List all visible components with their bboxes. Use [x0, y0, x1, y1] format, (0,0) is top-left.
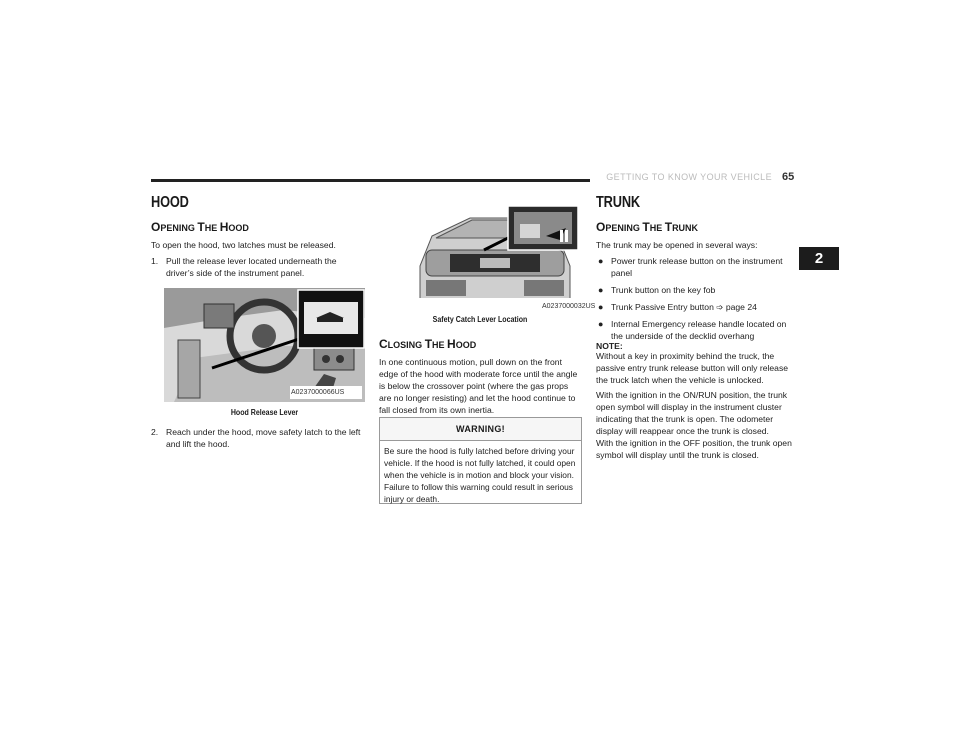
closing-text: In one continuous motion, pull down on the front edge of the hood with moderate force until the angle is below the crossover point (where the gas props are no longer resisting) and let the hood continue to fall closed from its own inertia.: [379, 357, 578, 415]
running-header-title: GETTING TO KNOW YOUR VEHICLE: [606, 172, 772, 182]
trunk-intro: The trunk may be opened in several ways:: [596, 240, 758, 250]
header-rule: [151, 179, 590, 182]
list-item: ● Trunk button on the key fob: [598, 285, 716, 295]
opening-trunk-heading: OPENING THE TRUNK: [596, 220, 699, 234]
ignition-off-paragraph: With the ignition in the OFF position, the trunk open symbol will display until the trunk is closed.: [596, 438, 792, 460]
figure-2-code: A0237000032US: [542, 303, 596, 310]
warning-title: WARNING!: [380, 418, 581, 441]
closing-hood-heading: CLOSING THE HOOD: [379, 337, 477, 351]
safety-catch-illustration: [410, 206, 580, 312]
hood-release-lever-figure: [164, 288, 365, 402]
figure-2-caption: Safety Catch Lever Location: [432, 315, 528, 324]
list-item: ● Power trunk release button on the instrument panel: [598, 256, 783, 278]
warning-box: [379, 417, 582, 504]
trunk-open-methods-list: [596, 255, 798, 347]
trunk-title: TRUNK: [596, 194, 640, 211]
hood-release-illustration: [164, 288, 365, 402]
page-reference-link[interactable]: page 24: [725, 302, 757, 312]
list-item: ● Internal Emergency release handle located on the underside of the decklid overhang: [598, 319, 787, 341]
chapter-tab: 2: [799, 247, 839, 270]
step-2: 2. Reach under the hood, move safety latch to the left and lift the hood.: [151, 427, 361, 449]
note-label: NOTE:: [596, 341, 623, 351]
safety-catch-figure: [410, 206, 596, 312]
figure-1-code: A0237000066US: [291, 389, 345, 396]
warning-text: Be sure the hood is fully latched before driving your vehicle. If the hood is not fully latched, it could open when the vehicle is in motion and block your vision. Failure to follow this warning could result in serious injury or death.: [384, 446, 576, 504]
note-text: Without a key in proximity behind the truck, the passive entry trunk release button will only release the truck latch when the vehicle is unlocked.: [596, 351, 789, 385]
page-reference-arrow-icon: ➩: [716, 302, 724, 312]
ignition-on-paragraph: With the ignition in the ON/RUN position, the trunk open symbol will display in the instrument cluster indicating that the trunk is open. The odometer display will reappear once the trunk is closed.: [596, 390, 788, 436]
list-item: ● Trunk Passive Entry button ➩ page 24: [598, 302, 757, 312]
hood-title: HOOD: [151, 194, 189, 211]
page-number: 65: [782, 171, 795, 183]
opening-hood-heading: OPENING THE HOOD: [151, 220, 249, 234]
opening-intro: To open the hood, two latches must be released.: [151, 240, 336, 250]
step-1: 1. Pull the release lever located underneath the driver’s side of the instrument panel.: [151, 256, 337, 278]
figure-1-caption: Hood Release Lever: [230, 408, 299, 417]
